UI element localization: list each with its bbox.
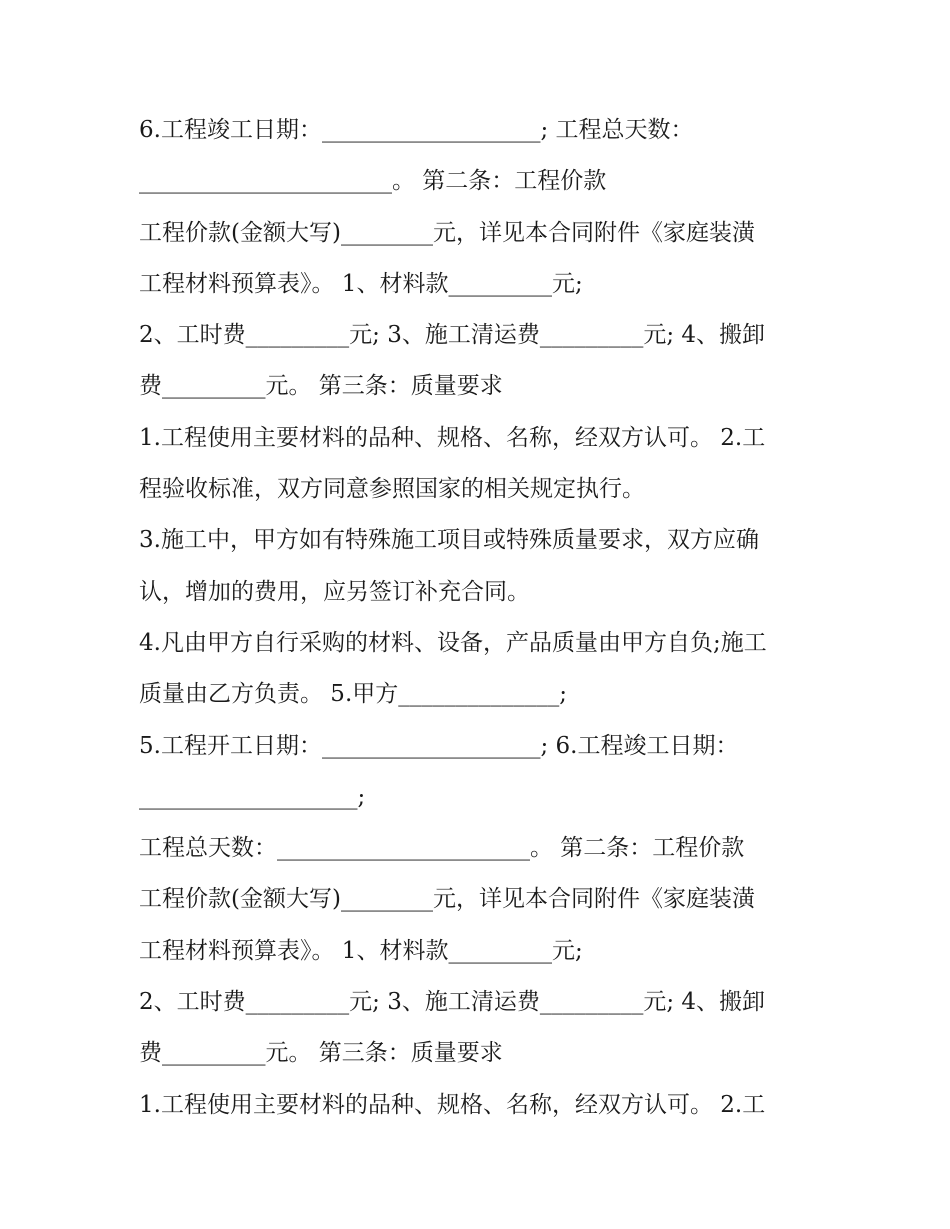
text-line: ______________________。 第二条：工程价款 (139, 168, 607, 195)
text-line: 工程材料预算表》。 1、材料款_________元; (139, 937, 583, 964)
text-line: 工程价款(金额大写)________元，详见本合同附件《家庭装潢 (139, 886, 755, 913)
contract-body (139, 105, 819, 1131)
text-line: 费_________元。 第三条：质量要求 (139, 1040, 503, 1067)
text-line: ___________________; (139, 783, 366, 810)
text-line: 1.工程使用主要材料的品种、规格、名称，经双方认可。 2.工 (139, 1091, 766, 1118)
text-line: 1.工程使用主要材料的品种、规格、名称，经双方认可。 2.工 (139, 424, 766, 451)
text-line: 工程总天数：______________________。 第二条：工程价款 (139, 835, 745, 862)
text-line: 程验收标准，双方同意参照国家的相关规定执行。 (139, 476, 645, 503)
text-line: 认，增加的费用，应另签订补充合同。 (139, 578, 530, 605)
text-line: 工程材料预算表》。 1、材料款_________元; (139, 270, 583, 297)
text-line: 工程价款(金额大写)________元，详见本合同附件《家庭装潢 (139, 219, 755, 246)
text-line: 质量由乙方负责。 5.甲方______________; (139, 681, 568, 708)
text-line: 6.工程竣工日期：___________________; 工程总天数： (139, 117, 694, 143)
text-line: 费_________元。 第三条：质量要求 (139, 373, 503, 400)
text-line: 5.工程开工日期：___________________; 6.工程竣工日期： (139, 732, 739, 759)
text-line: 2、工时费_________元; 3、施工清运费_________元; 4、搬卸 (139, 989, 766, 1016)
text-line: 4.凡由甲方自行采购的材料、设备，产品质量由甲方自负;施工 (139, 629, 767, 656)
text-line: 3.施工中，甲方如有特殊施工项目或特殊质量要求，双方应确 (139, 527, 759, 554)
text-line: 2、工时费_________元; 3、施工清运费_________元; 4、搬卸 (139, 322, 766, 349)
